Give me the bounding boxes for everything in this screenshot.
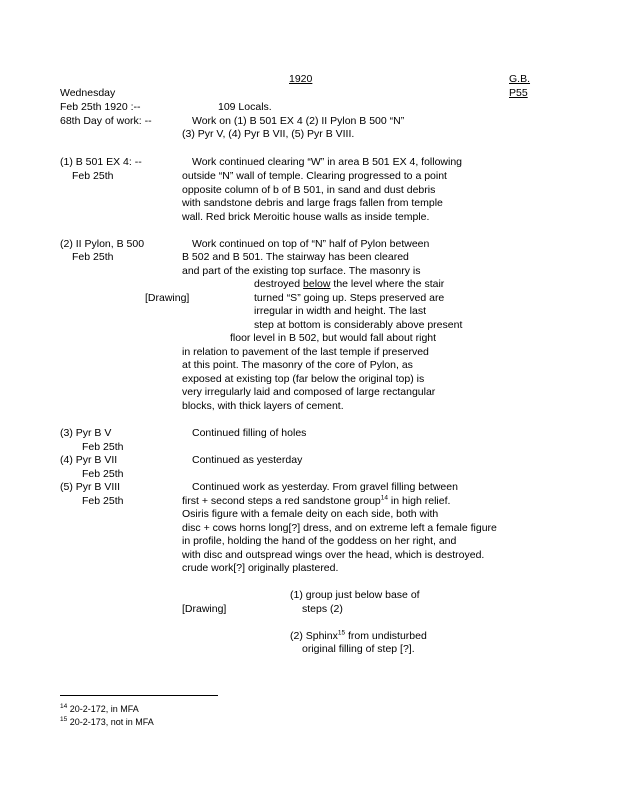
reference-code: G.B. — [509, 73, 531, 85]
entry-1-label: (1) B 501 EX 4: -- — [60, 156, 142, 168]
entry-date: Feb 25th 1920 :-- — [60, 101, 141, 113]
entry-2-line: exposed at existing top (far below the original top) is — [182, 373, 425, 385]
entry-5-line — [182, 495, 450, 508]
entry-2-date: Feb 25th — [72, 251, 114, 263]
entry-3-label: (3) Pyr B V — [60, 427, 112, 439]
entry-4-text: Continued as yesterday — [192, 454, 303, 466]
note-2-text: from undisturbed — [345, 630, 427, 642]
entry-3-date: Feb 25th — [82, 441, 124, 453]
work-summary-line-2: (3) Pyr V, (4) Pyr B VII, (5) Pyr B VIII. — [182, 128, 355, 140]
entry-2-line: in relation to pavement of the last temple if preserved — [182, 346, 429, 358]
entry-2-line: step at bottom is considerably above present — [254, 319, 463, 331]
entry-5-line: Continued work as yesterday. From gravel filling between — [192, 481, 458, 493]
page-reference: P55 — [509, 87, 528, 99]
entry-5-line: with disc and outspread wings over the head, which is destroyed. — [182, 549, 485, 561]
note-2-text: (2) Sphinx — [290, 630, 338, 642]
entry-5-line-text: in high relief. — [387, 495, 451, 507]
entry-5-line: in profile, holding the hand of the goddess on her right, and — [182, 535, 457, 547]
entry-2-line: turned “S” going up. Steps preserved are — [254, 292, 445, 304]
drawing-placeholder: [Drawing] — [182, 603, 227, 615]
locals-count: 109 Locals. — [218, 101, 272, 113]
footnote-text: 20-2-173, not in MFA — [67, 717, 154, 727]
entry-5-line-text: first + second steps a red sandstone group — [182, 495, 381, 507]
entry-1-line: opposite column of b of B 501, in sand and dust debris — [182, 184, 436, 196]
entry-1-line: Work continued clearing “W” in area B 501 EX 4, following — [192, 156, 463, 168]
drawing-placeholder: [Drawing] — [145, 292, 190, 304]
weekday: Wednesday — [60, 87, 116, 99]
entry-1-date: Feb 25th — [72, 170, 114, 182]
entry-1-line: with sandstone debris and large frags fallen from temple — [182, 197, 443, 209]
entry-2-line: and part of the existing top surface. The masonry is — [182, 265, 421, 277]
destroyed-rest: the level where the stair — [333, 278, 445, 290]
footnote-ref-15: 15 — [337, 629, 346, 637]
entry-3-text: Continued filling of holes — [192, 427, 307, 439]
entry-5-line: disc + cows horns long[?] dress, and on extreme left a female figure — [182, 522, 497, 534]
entry-5-line: Osiris figure with a female deity on each side, both with — [182, 508, 439, 520]
footnote-ref-14: 14 — [380, 494, 388, 502]
footnote-mark: 15 — [60, 716, 68, 723]
entry-2-line: floor level in B 502, but would fall about right — [230, 332, 437, 344]
drawing-note-1-cont: steps (2) — [302, 603, 343, 615]
footnote-text: 20-2-172, in MFA — [67, 704, 139, 714]
entry-2-line: blocks, with thick layers of cement. — [182, 400, 344, 412]
entry-2-line: very irregularly laid and composed of large rectangular — [182, 386, 436, 398]
entry-1-line: outside “N” wall of temple. Clearing progressed to a point — [182, 170, 447, 182]
entry-5-date: Feb 25th — [82, 495, 124, 507]
entry-5-label: (5) Pyr B VIII — [60, 481, 121, 493]
entry-2-line: Work continued on top of “N” half of Pylon between — [192, 238, 430, 250]
day-of-work: 68th Day of work: -- — [60, 115, 152, 127]
footnote-mark: 14 — [60, 703, 68, 710]
destroyed-word: destroyed — [254, 278, 301, 290]
work-summary-line-1: Work on (1) B 501 EX 4 (2) II Pylon B 500 “N” — [192, 115, 405, 127]
footnote-14 — [60, 703, 139, 716]
drawing-note-1: (1) group just below base of — [290, 589, 420, 601]
entry-4-date: Feb 25th — [82, 468, 124, 480]
entry-1-line: wall. Red brick Meroitic house walls as inside temple. — [182, 211, 430, 223]
entry-2-line: irregular in width and height. The last — [254, 305, 426, 317]
entry-4-label: (4) Pyr B VII — [60, 454, 118, 466]
entry-2-destroyed-line — [254, 278, 444, 291]
entry-5-line: crude work[?] originally plastered. — [182, 562, 339, 574]
drawing-note-2 — [290, 630, 427, 643]
year-heading: 1920 — [289, 73, 313, 85]
entry-2-line: at this point. The masonry of the core of Pylon, as — [182, 359, 413, 371]
entry-2-line: B 502 and B 501. The stairway has been cleared — [182, 251, 409, 263]
footnote-divider — [60, 695, 218, 696]
drawing-note-2-cont: original filling of step [?]. — [302, 643, 415, 655]
below-underlined: below — [303, 278, 331, 290]
footnote-15 — [60, 716, 154, 729]
entry-2-label: (2) II Pylon, B 500 — [60, 238, 145, 250]
